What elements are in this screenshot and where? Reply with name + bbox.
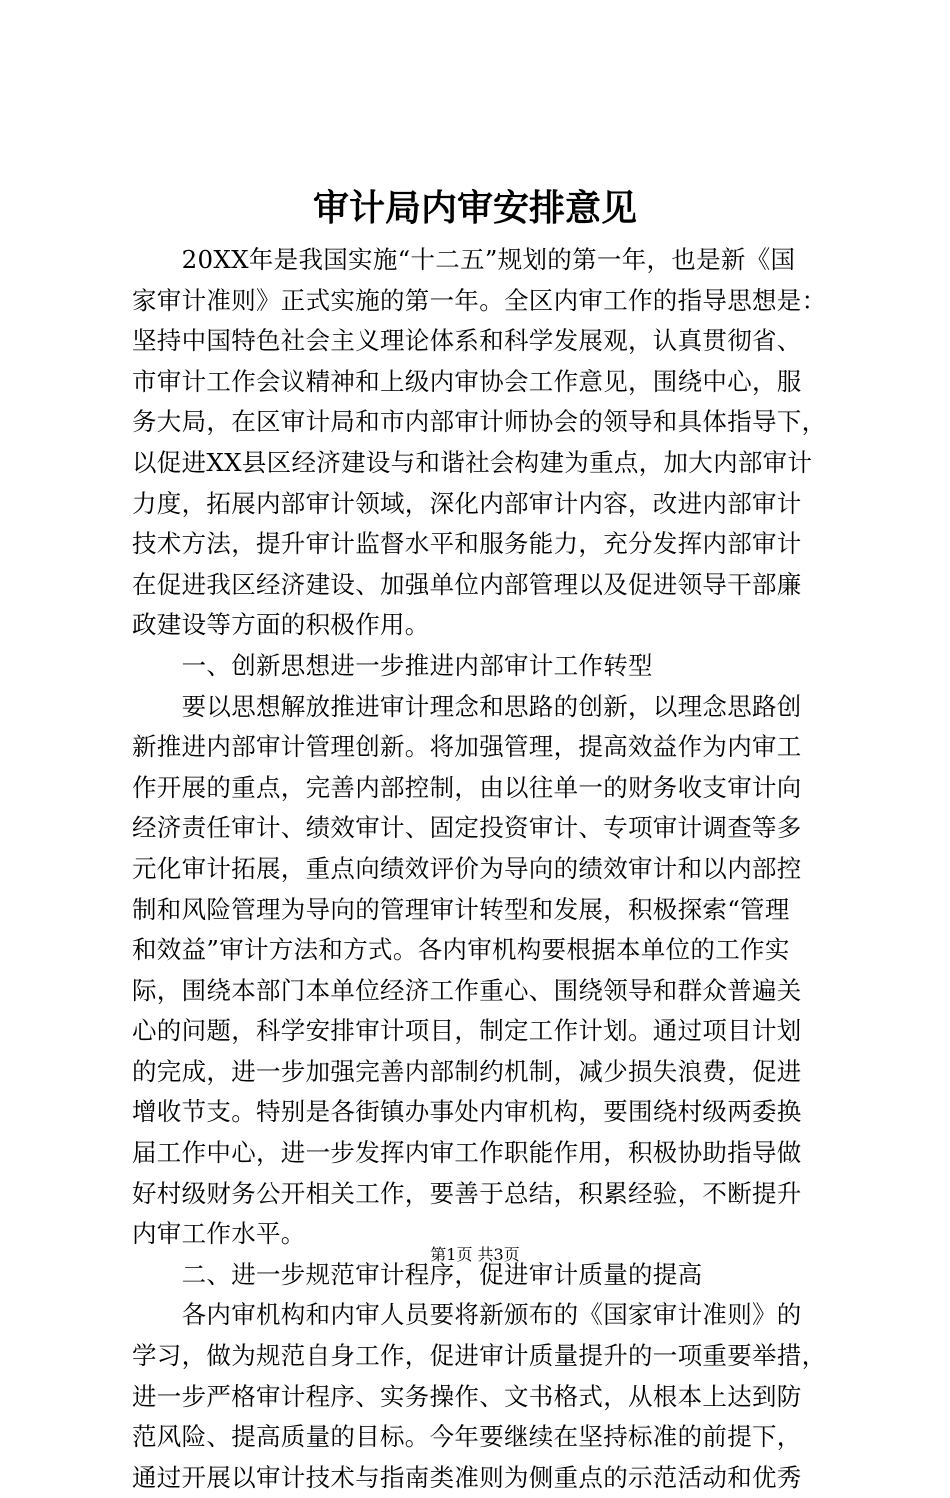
page-number-footer: 第1页 共3页 bbox=[430, 1245, 520, 1264]
section-heading: 二、进一步规范审计程序，促进审计质量的提高 bbox=[132, 1259, 703, 1289]
body-line: 技术方法，提升审计监督水平和服务能力，充分发挥内部审计 bbox=[132, 529, 802, 559]
body-line: 政建设等方面的积极作用。 bbox=[132, 610, 430, 640]
body-line: 要以思想解放推进审计理念和思路的创新，以理念思路创 bbox=[132, 691, 802, 721]
body-line: 届工作中心，进一步发挥内审工作职能作用，积极协助指导做 bbox=[132, 1138, 802, 1168]
document-body bbox=[132, 240, 852, 1498]
body-line: 20XX年是我国实施“十二五”规划的第一年，也是新《国 bbox=[132, 245, 796, 274]
body-line: 作开展的重点，完善内部控制，由以往单一的财务收支审计向 bbox=[132, 772, 802, 802]
body-line: 内审工作水平。 bbox=[132, 1219, 306, 1249]
document-title: 审计局内审安排意见 bbox=[312, 187, 637, 229]
body-line: 制和风险管理为导向的管理审计转型和发展，积极探索“管理 bbox=[132, 894, 790, 924]
body-line: 力度，拓展内部审计领域，深化内部审计内容，改进内部审计 bbox=[132, 488, 802, 518]
body-line: 进一步严格审计程序、实务操作、文书格式，从根本上达到防 bbox=[132, 1381, 802, 1411]
section-heading: 一、创新思想进一步推进内部审计工作转型 bbox=[132, 650, 653, 680]
body-line: 务大局，在区审计局和市内部审计师协会的领导和具体指导下， bbox=[132, 407, 827, 437]
body-line: 好村级财务公开相关工作，要善于总结，积累经验，不断提升 bbox=[132, 1178, 802, 1208]
body-line: 经济责任审计、绩效审计、固定投资审计、专项审计调查等多 bbox=[132, 813, 802, 843]
body-line: 市审计工作会议精神和上级内审协会工作意见，围绕中心，服 bbox=[132, 366, 802, 396]
body-line: 家审计准则》正式实施的第一年。全区内审工作的指导思想是： bbox=[132, 285, 827, 315]
body-line: 以促进XX县区经济建设与和谐社会构建为重点，加大内部审计 bbox=[132, 447, 813, 477]
body-line: 新推进内部审计管理创新。将加强管理，提高效益作为内审工 bbox=[132, 732, 802, 762]
body-line: 范风险、提高质量的目标。今年要继续在坚持标准的前提下， bbox=[132, 1422, 802, 1452]
body-line: 通过开展以审计技术与指南类准则为侧重点的示范活动和优秀 bbox=[132, 1462, 802, 1492]
body-line: 各内审机构和内审人员要将新颁布的《国家审计准则》的 bbox=[132, 1300, 802, 1330]
body-line: 心的问题，科学安排审计项目，制定工作计划。通过项目计划 bbox=[132, 1016, 802, 1046]
body-line: 际，围绕本部门本单位经济工作重心、围绕领导和群众普遍关 bbox=[132, 975, 802, 1005]
body-line: 的完成，进一步加强完善内部制约机制，减少损失浪费，促进 bbox=[132, 1056, 802, 1086]
body-line: 和效益”审计方法和方式。各内审机构要根据本单位的工作实 bbox=[132, 935, 790, 965]
body-line: 元化审计拓展，重点向绩效评价为导向的绩效审计和以内部控 bbox=[132, 853, 802, 883]
body-line: 学习，做为规范自身工作，促进审计质量提升的一项重要举措， bbox=[132, 1341, 827, 1371]
body-line: 坚持中国特色社会主义理论体系和科学发展观，认真贯彻省、 bbox=[132, 326, 802, 356]
body-line: 在促进我区经济建设、加强单位内部管理以及促进领导干部廉 bbox=[132, 569, 802, 599]
body-line: 增收节支。特别是各街镇办事处内审机构，要围绕村级两委换 bbox=[132, 1097, 802, 1127]
